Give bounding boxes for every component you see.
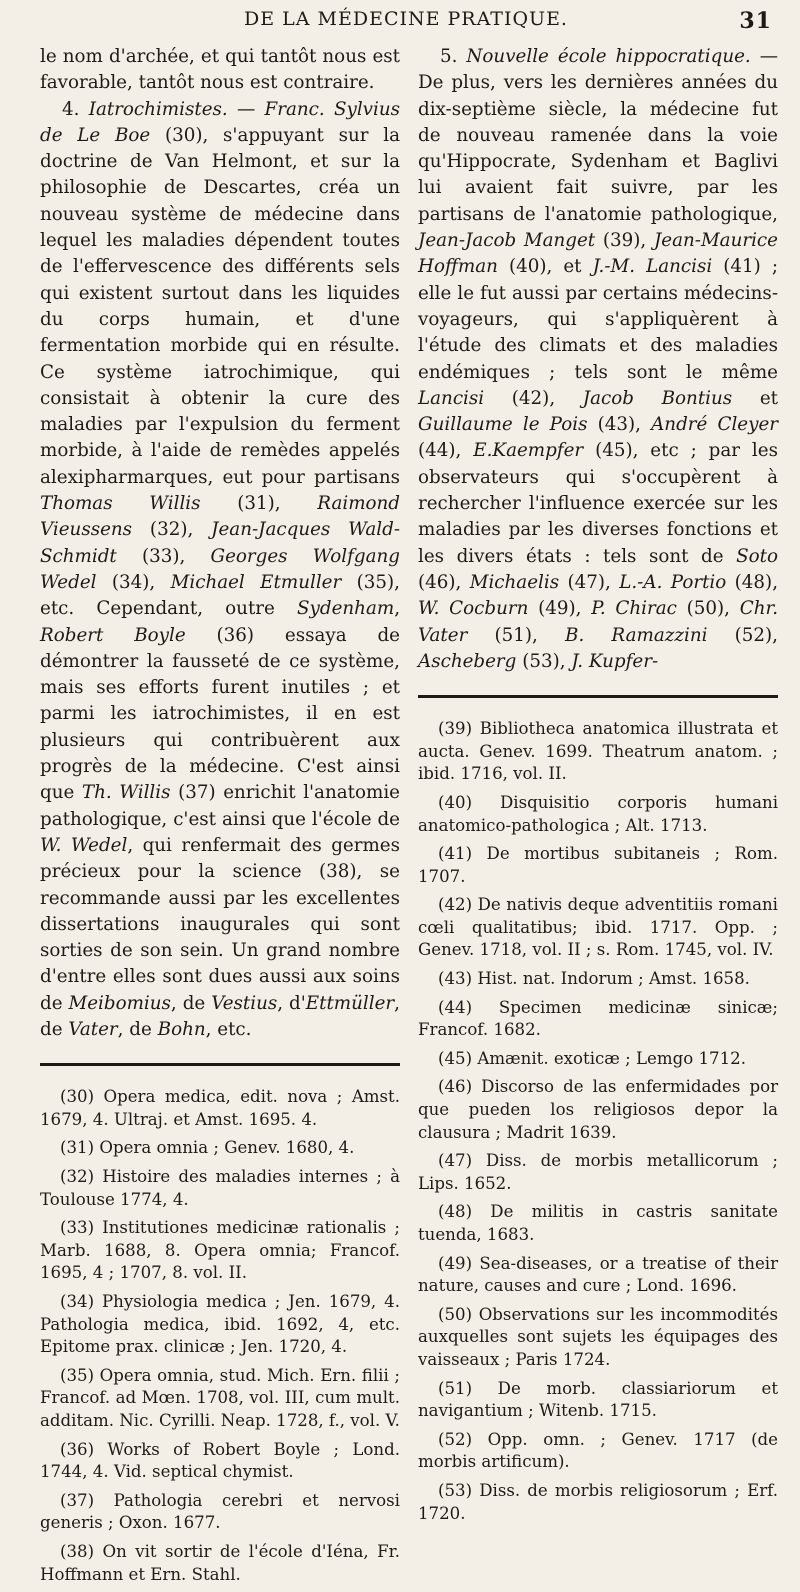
footnote: (43) Hist. nat. Indorum ; Amst. 1658. — [438, 969, 750, 989]
footnote: (31) Opera omnia ; Genev. 1680, 4. — [60, 1138, 355, 1158]
person-name: Raimond Vieussens — [40, 493, 401, 541]
text-run: , — [394, 598, 400, 620]
text-run: (30), s'appuyant sur la doctrine de Van Helmont, et sur la philosophie de Descartes, créa un nouveau système de médecine dans lequel les maladies dépendent toutes de l'effervescence des différents sels qui existent surtout dans les liquides du corps humain, et d'une fermentation morbide qui en résulte. Ce système iatrochimique, qui consistait à obtenir la cure des maladies par l'expulsion du ferment morbide, à l'aide de remèdes appelés alexipharmarques, eut pour partisans — [40, 124, 400, 488]
text-run: (31), — [200, 493, 318, 515]
text-run: (41) ; elle le fut aussi par certains médecins-voyageurs, qui s'appliquèrent à l'étude des climats et des maladies endémiques ; tels sont le même — [418, 256, 778, 383]
text-run: (40), et — [497, 256, 593, 278]
person-name: W. Wedel — [40, 834, 128, 856]
person-name: Georges Wolfgang Wedel — [40, 545, 400, 593]
text-run: (53), — [516, 650, 572, 672]
text-run: , de — [117, 1018, 158, 1040]
footnote: (32) Histoire des maladies internes ; à Toulouse 1774, 4. — [40, 1167, 400, 1209]
person-name: Lancisi — [418, 387, 485, 409]
left-paragraph-iatrochimistes — [40, 97, 400, 1044]
footnote: (46) Discorso de las enfermidades por que pueden los religiosos depor la clausura ; Madrit 1639. — [418, 1077, 778, 1142]
right-column — [418, 44, 778, 1531]
person-name: Vestius — [211, 992, 278, 1014]
footnote-divider — [418, 695, 778, 698]
person-name: Jacob Bontius — [582, 387, 733, 409]
left-footnotes — [40, 1086, 400, 1586]
person-name: W. Cocburn — [418, 598, 529, 620]
text-run: , de — [170, 992, 212, 1014]
person-name: E.Kaempfer — [473, 440, 584, 462]
footnote: (52) Opp. omn. ; Genev. 1717 (de morbis artificum). — [418, 1429, 778, 1472]
person-name: Guillaume le Pois — [418, 414, 588, 436]
section-heading: Nouvelle école hippocratique. — [466, 46, 751, 67]
person-name: Meibomius — [68, 992, 171, 1014]
footnote: (51) De morb. classiariorum et navigantium ; Witenb. 1715. — [418, 1378, 778, 1421]
text-run: (43), — [587, 414, 652, 436]
person-name: Michael Etmuller — [170, 571, 342, 593]
text-run: , d' — [277, 992, 306, 1014]
text-run: (46), — [418, 571, 470, 593]
person-name: P. Chirac — [591, 598, 677, 620]
text-run: (49), — [528, 598, 592, 620]
text-run: 5. — [440, 46, 467, 67]
right-footnotes — [418, 718, 778, 1525]
footnote: (50) Observations sur les incommodités auxquelles sont sujets les équipages des vaisseaux ; Paris 1724. — [418, 1304, 778, 1369]
text-run: le nom d'archée, et qui tantôt nous est favorable, tantôt nous est contraire. — [40, 46, 400, 94]
text-run: (39), — [595, 230, 654, 252]
text-run: (52), — [707, 624, 778, 646]
person-name: Bohn — [157, 1018, 206, 1040]
person-name: Jean-Jacob Manget — [418, 230, 596, 252]
footnote: (48) De militis in castris sanitate tuenda, 1683. — [418, 1202, 778, 1244]
footnote-divider — [40, 1063, 400, 1066]
person-name: Sydenham — [297, 598, 395, 620]
left-column — [40, 44, 400, 1592]
person-name: Thomas Willis — [40, 493, 201, 515]
text-run: , de — [40, 992, 400, 1040]
person-name: Robert Boyle — [40, 624, 186, 646]
text-run: (50), — [676, 598, 740, 620]
footnote: (34) Physiologia medica ; Jen. 1679, 4. Pathologia medica, ibid. 1692, 4, etc. Epitome prax. clinicæ ; Jen. 1720, 4. — [40, 1292, 400, 1357]
footnote: (47) Diss. de morbis metallicorum ; Lips. 1652. — [418, 1151, 778, 1193]
text-run: (37) enrichit l'anatomie pathologique, c'est ainsi que l'école de — [40, 782, 400, 830]
footnote: (49) Sea-diseases, or a treatise of their nature, causes and cure ; Lond. 1696. — [418, 1253, 778, 1296]
page-header — [40, 8, 772, 38]
text-run: (35), etc. Cependant, outre — [40, 571, 400, 620]
person-name: Ascheberg — [418, 650, 517, 672]
text-run: , etc. — [205, 1018, 252, 1040]
footnote: (35) Opera omnia, stud. Mich. Ern. filii ; Francof. ad Mœn. 1708, vol. III, cum mult. additam. Nic. Cyrilli. Neap. 1728, f., vol. V. — [40, 1365, 400, 1430]
person-name: Vater — [68, 1018, 118, 1040]
person-name: L.-A. Portio — [619, 571, 727, 593]
text-run: — De plus, vers les dernières années du dix-septième siècle, la médecine fut de nouveau ramenée dans la voie qu'Hippocrate, Sydenham et Baglivi lui avaient fait suivre, par les partisans de l'anatomie pathologique, — [418, 46, 779, 225]
person-name: J. Kupfer- — [571, 650, 659, 672]
person-name: Jean-Maurice Hoffman — [418, 230, 778, 278]
person-name: Jean-Jacques Wald-Schmidt — [40, 519, 400, 567]
person-name: Th. Willis — [81, 782, 171, 804]
person-name: Ettmüller — [305, 992, 395, 1014]
page-number: 31 — [739, 8, 772, 34]
text-run: et — [732, 387, 778, 409]
text-run: (51), — [467, 624, 566, 646]
section-heading: Iatrochimistes. — [88, 98, 228, 120]
footnote: (38) On vit sortir de l'école d'Iéna, Fr. Hoffmann et Ern. Stahl. — [40, 1541, 400, 1584]
person-name: Soto — [736, 545, 778, 567]
person-name: André Cleyer — [651, 414, 779, 436]
footnote: (40) Disquisitio corporis humani anatomico-pathologica ; Alt. 1713. — [418, 792, 778, 835]
footnote: (42) De nativis deque adventitiis romani cœli qualitatibus; ibid. 1717. Opp. ; Genev. 1718, vol. II ; s. Rom. 1745, vol. IV. — [418, 895, 778, 960]
text-run: (34), — [96, 571, 171, 593]
footnote: (36) Works of Robert Boyle ; Lond. 1744, 4. Vid. septical chymist. — [40, 1439, 400, 1482]
footnote: (45) Amænit. exoticæ ; Lemgo 1712. — [438, 1048, 747, 1068]
footnote: (44) Specimen medicinæ sinicæ; Francof. 1682. — [418, 997, 778, 1040]
right-paragraph-hippocratique — [418, 44, 778, 675]
text-run: (48), — [726, 571, 779, 593]
text-run: (47), — [559, 571, 620, 593]
person-name: Chr. Vater — [418, 598, 779, 646]
text-run: — — [227, 98, 265, 120]
footnote: (41) De mortibus subitaneis ; Rom. 1707. — [418, 844, 778, 886]
text-run: (32), — [132, 519, 212, 541]
person-name: J.-M. Lancisi — [592, 256, 713, 278]
text-run: , qui renfermait des germes précieux pour la science (38), se recommande aussi par les excellentes dissertations inaugurales qui sont sorties de son sein. Un grand nombre d'entre elles sont dues aussi aux soins de — [40, 834, 400, 1014]
text-run: (44), — [418, 440, 474, 462]
person-name: B. Ramazzini — [565, 624, 708, 646]
footnote: (33) Institutiones medicinæ rationalis ; Marb. 1688, 8. Opera omnia; Francof. 1695, 4 ; 1707, 8. vol. II. — [40, 1218, 400, 1283]
footnote: (37) Pathologia cerebri et nervosi generis ; Oxon. 1677. — [40, 1490, 400, 1533]
text-run: (36) essaya de démontrer la fausseté de ce système, mais ses efforts furent inutiles ; et parmi les iatrochimistes, il en est plusieurs qui contribuèrent aux progrès de la médecine. C'est ainsi que — [40, 624, 400, 804]
footnote: (53) Diss. de morbis religiosorum ; Erf. 1720. — [418, 1480, 778, 1523]
footnote: (39) Bibliotheca anatomica illustrata et aucta. Genev. 1699. Theatrum anatom. ; ibid. 1716, vol. II. — [418, 719, 778, 784]
text-run: (42), — [484, 387, 583, 409]
left-paragraph-continuation — [40, 44, 400, 97]
person-name: Franc. Sylvius de Le Boe — [40, 98, 400, 146]
text-run: (45), etc ; par les observateurs qui s'occupèrent à rechercher l'influence exercée sur les maladies par les diverses fonctions et les divers états : tels sont de — [418, 440, 778, 567]
footnote: (30) Opera medica, edit. nova ; Amst. 1679, 4. Ultraj. et Amst. 1695. 4. — [40, 1087, 400, 1129]
person-name: Michaelis — [469, 571, 560, 593]
text-run: 4. — [62, 98, 89, 120]
running-title: DE LA MÉDECINE PRATIQUE. — [244, 8, 568, 30]
text-run: (33), — [116, 545, 211, 567]
